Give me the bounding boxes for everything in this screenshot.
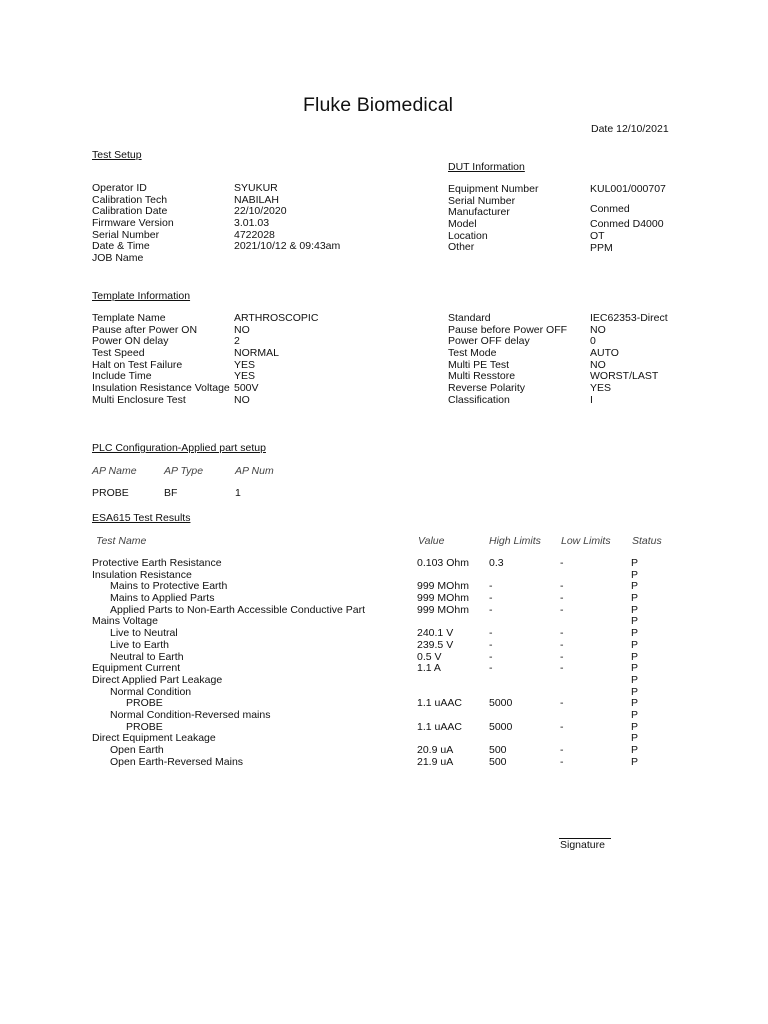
result-value: 999 MOhm — [417, 603, 469, 616]
field-label: Operator ID — [92, 182, 147, 194]
field-value: ARTHROSCOPIC — [234, 312, 319, 324]
field-value: 2 — [234, 335, 240, 348]
field-label: Other — [448, 241, 475, 254]
field-label: Test Speed — [92, 347, 145, 360]
field-value: YES — [590, 382, 612, 395]
date-line — [591, 124, 669, 136]
field-value: 3.01.03 — [234, 217, 270, 230]
field-label: Reverse Polarity — [448, 382, 526, 395]
result-test-name: Direct Equipment Leakage — [92, 732, 216, 745]
results-header-status: Status — [632, 535, 662, 547]
result-test-name: Open Earth-Reversed Mains — [110, 755, 244, 768]
result-status: P — [631, 638, 639, 651]
result-low-limit: - — [560, 603, 564, 616]
template-right-values — [590, 313, 668, 407]
field-label: Multi Enclosure Test — [92, 393, 186, 406]
result-high-limit: - — [489, 638, 493, 651]
results-header-test-name: Test Name — [96, 535, 147, 547]
results-high-column — [489, 558, 512, 768]
result-low-limit: - — [560, 744, 564, 756]
result-low-limit: - — [560, 720, 564, 733]
result-low-limit: - — [560, 557, 564, 569]
result-test-name: Normal Condition-Reversed mains — [110, 708, 271, 721]
result-low-limit: - — [560, 627, 564, 640]
field-label: Multi PE Test — [448, 358, 510, 371]
result-status: P — [631, 592, 639, 605]
field-label: Date & Time — [92, 240, 150, 253]
result-test-name: Protective Earth Resistance — [92, 557, 222, 569]
result-value: 1.1 uAAC — [417, 720, 462, 733]
result-test-name: Mains Voltage — [92, 615, 158, 628]
results-name-column — [92, 558, 365, 768]
result-low-limit: - — [560, 638, 564, 651]
results-header-low-limits: Low Limits — [561, 535, 611, 547]
result-value: 1.1 A — [417, 662, 441, 675]
results-heading: ESA615 Test Results — [92, 512, 191, 524]
date-label: Date — [591, 123, 614, 135]
date-value: 12/10/2021 — [616, 123, 669, 135]
result-high-limit — [489, 710, 512, 722]
dut-manufacturer: Conmed — [590, 203, 630, 215]
test-setup-heading: Test Setup — [92, 149, 142, 161]
plc-header-ap-name: AP Name — [92, 465, 137, 477]
result-value: 21.9 uA — [417, 755, 454, 768]
field-label: Power ON delay — [92, 335, 169, 348]
field-value: NORMAL — [234, 347, 279, 360]
result-test-name: Insulation Resistance — [92, 568, 192, 581]
result-value: 0.103 Ohm — [417, 557, 469, 569]
result-test-name: Open Earth — [110, 744, 164, 756]
field-label: Location — [448, 229, 488, 242]
result-low-limit: - — [560, 580, 564, 593]
field-label: Classification — [448, 393, 510, 406]
result-status: P — [631, 568, 639, 581]
field-value: NO — [234, 393, 250, 406]
result-status: P — [631, 603, 639, 616]
field-value: 2021/10/12 & 09:43am — [234, 240, 341, 253]
result-test-name: Normal Condition — [110, 685, 192, 698]
result-high-limit: 5000 — [489, 720, 513, 733]
result-test-name: PROBE — [126, 720, 163, 733]
field-value: NO — [590, 323, 606, 336]
result-status: P — [631, 662, 639, 675]
result-status: P — [631, 673, 639, 686]
plc-ap-type: BF — [164, 487, 178, 499]
field-label: Pause after Power ON — [92, 323, 198, 336]
result-test-name: Live to Neutral — [110, 627, 178, 640]
result-value: 999 MOhm — [417, 580, 469, 593]
result-test-name: Applied Parts to Non-Earth Accessible Conductive Part — [110, 603, 366, 616]
result-high-limit: - — [489, 662, 493, 675]
plc-header-ap-num: AP Num — [235, 465, 274, 477]
field-value: WORST/LAST — [590, 370, 659, 383]
field-value: AUTO — [590, 347, 619, 360]
result-high-limit: - — [489, 592, 493, 605]
field-label: Include Time — [92, 370, 152, 383]
result-low-limit: - — [560, 650, 564, 663]
field-label: Serial Number — [92, 228, 160, 241]
result-value — [417, 710, 469, 722]
result-high-limit: - — [489, 650, 493, 663]
field-label: Template Name — [92, 312, 166, 324]
field-value: SYUKUR — [234, 182, 278, 194]
result-value — [417, 675, 469, 687]
result-high-limit: 0.3 — [489, 557, 504, 569]
results-header-high-limits: High Limits — [489, 535, 541, 547]
field-value — [234, 253, 340, 265]
field-label: Calibration Tech — [92, 193, 168, 206]
result-status: P — [631, 650, 639, 663]
result-high-limit: 500 — [489, 755, 507, 768]
dut-equipment-number: KUL001/000707 — [590, 183, 666, 195]
result-test-name: Equipment Current — [92, 662, 181, 675]
test-setup-values — [234, 183, 340, 265]
field-label: Insulation Resistance Voltage — [92, 382, 230, 395]
field-value: 22/10/2020 — [234, 205, 287, 218]
field-label: Test Mode — [448, 347, 497, 360]
plc-ap-name: PROBE — [92, 487, 129, 499]
result-test-name: Direct Applied Part Leakage — [92, 673, 223, 686]
field-label: JOB Name — [92, 252, 144, 265]
dut-location: OT — [590, 230, 605, 242]
result-value: 999 MOhm — [417, 592, 469, 605]
field-label: Standard — [448, 312, 491, 324]
field-value: NO — [590, 358, 606, 371]
result-high-limit: - — [489, 627, 493, 640]
field-label: Multi Resstore — [448, 370, 516, 383]
result-status: P — [631, 732, 639, 745]
field-label: Equipment Number — [448, 183, 539, 195]
results-header-value: Value — [418, 535, 445, 547]
result-value: 1.1 uAAC — [417, 697, 462, 710]
field-label: Calibration Date — [92, 205, 168, 218]
field-label: Pause before Power OFF — [448, 323, 568, 336]
plc-heading: PLC Configuration-Applied part setup — [92, 442, 266, 454]
results-low-column — [560, 558, 564, 768]
result-value: 20.9 uA — [417, 744, 454, 756]
result-high-limit — [489, 675, 512, 687]
field-value: 500V — [234, 382, 259, 395]
result-value: 239.5 V — [417, 638, 454, 651]
result-status: P — [631, 720, 639, 733]
field-label: Firmware Version — [92, 217, 174, 230]
result-test-name: Mains to Applied Parts — [110, 592, 215, 605]
dut-other: PPM — [590, 242, 613, 254]
field-value: IEC62353-Direct — [590, 312, 668, 324]
result-status: P — [631, 744, 639, 756]
result-high-limit: - — [489, 603, 493, 616]
result-test-name: Mains to Protective Earth — [110, 580, 228, 593]
field-label: Serial Number — [448, 194, 516, 207]
result-status: P — [631, 685, 639, 698]
plc-ap-num: 1 — [235, 487, 241, 499]
test-setup-labels — [92, 183, 174, 265]
field-value: I — [590, 393, 593, 406]
dut-model: Conmed D4000 — [590, 218, 664, 230]
field-value: NO — [234, 323, 250, 336]
result-status: P — [631, 580, 639, 593]
field-value: NABILAH — [234, 193, 279, 206]
result-status: P — [631, 697, 639, 710]
result-test-name: Neutral to Earth — [110, 650, 184, 663]
result-low-limit: - — [560, 662, 564, 675]
result-status: P — [631, 557, 639, 569]
result-low-limit — [560, 710, 564, 722]
result-high-limit: - — [489, 580, 493, 593]
result-low-limit: - — [560, 755, 564, 768]
field-value: YES — [234, 370, 256, 383]
field-value: YES — [234, 358, 256, 371]
result-status: P — [631, 755, 639, 768]
result-test-name: Live to Earth — [110, 638, 169, 651]
result-status: P — [631, 627, 639, 640]
result-low-limit: - — [560, 697, 564, 710]
field-label: Model — [448, 218, 477, 231]
template-left-labels — [92, 313, 230, 407]
result-high-limit: 500 — [489, 744, 507, 756]
dut-heading: DUT Information — [448, 161, 525, 173]
result-status: P — [631, 615, 639, 628]
result-status: P — [631, 708, 639, 721]
results-value-column — [417, 558, 469, 768]
result-test-name: PROBE — [126, 697, 163, 710]
plc-header-ap-type: AP Type — [164, 465, 204, 477]
result-low-limit: - — [560, 592, 564, 605]
template-right-labels — [448, 313, 567, 407]
results-status-column — [631, 558, 638, 768]
field-label: Power OFF delay — [448, 335, 530, 348]
dut-labels — [448, 184, 538, 254]
result-high-limit: 5000 — [489, 697, 513, 710]
template-left-values — [234, 313, 318, 407]
field-label: Manufacturer — [448, 206, 510, 219]
document-title: Fluke Biomedical — [303, 94, 454, 116]
field-value: 0 — [590, 335, 596, 348]
template-heading: Template Information — [92, 290, 191, 302]
field-label: Halt on Test Failure — [92, 358, 183, 371]
field-value: 4722028 — [234, 228, 275, 241]
signature-label: Signature — [560, 839, 605, 851]
result-value: 0.5 V — [417, 650, 442, 663]
result-value: 240.1 V — [417, 627, 454, 640]
result-low-limit — [560, 675, 564, 687]
